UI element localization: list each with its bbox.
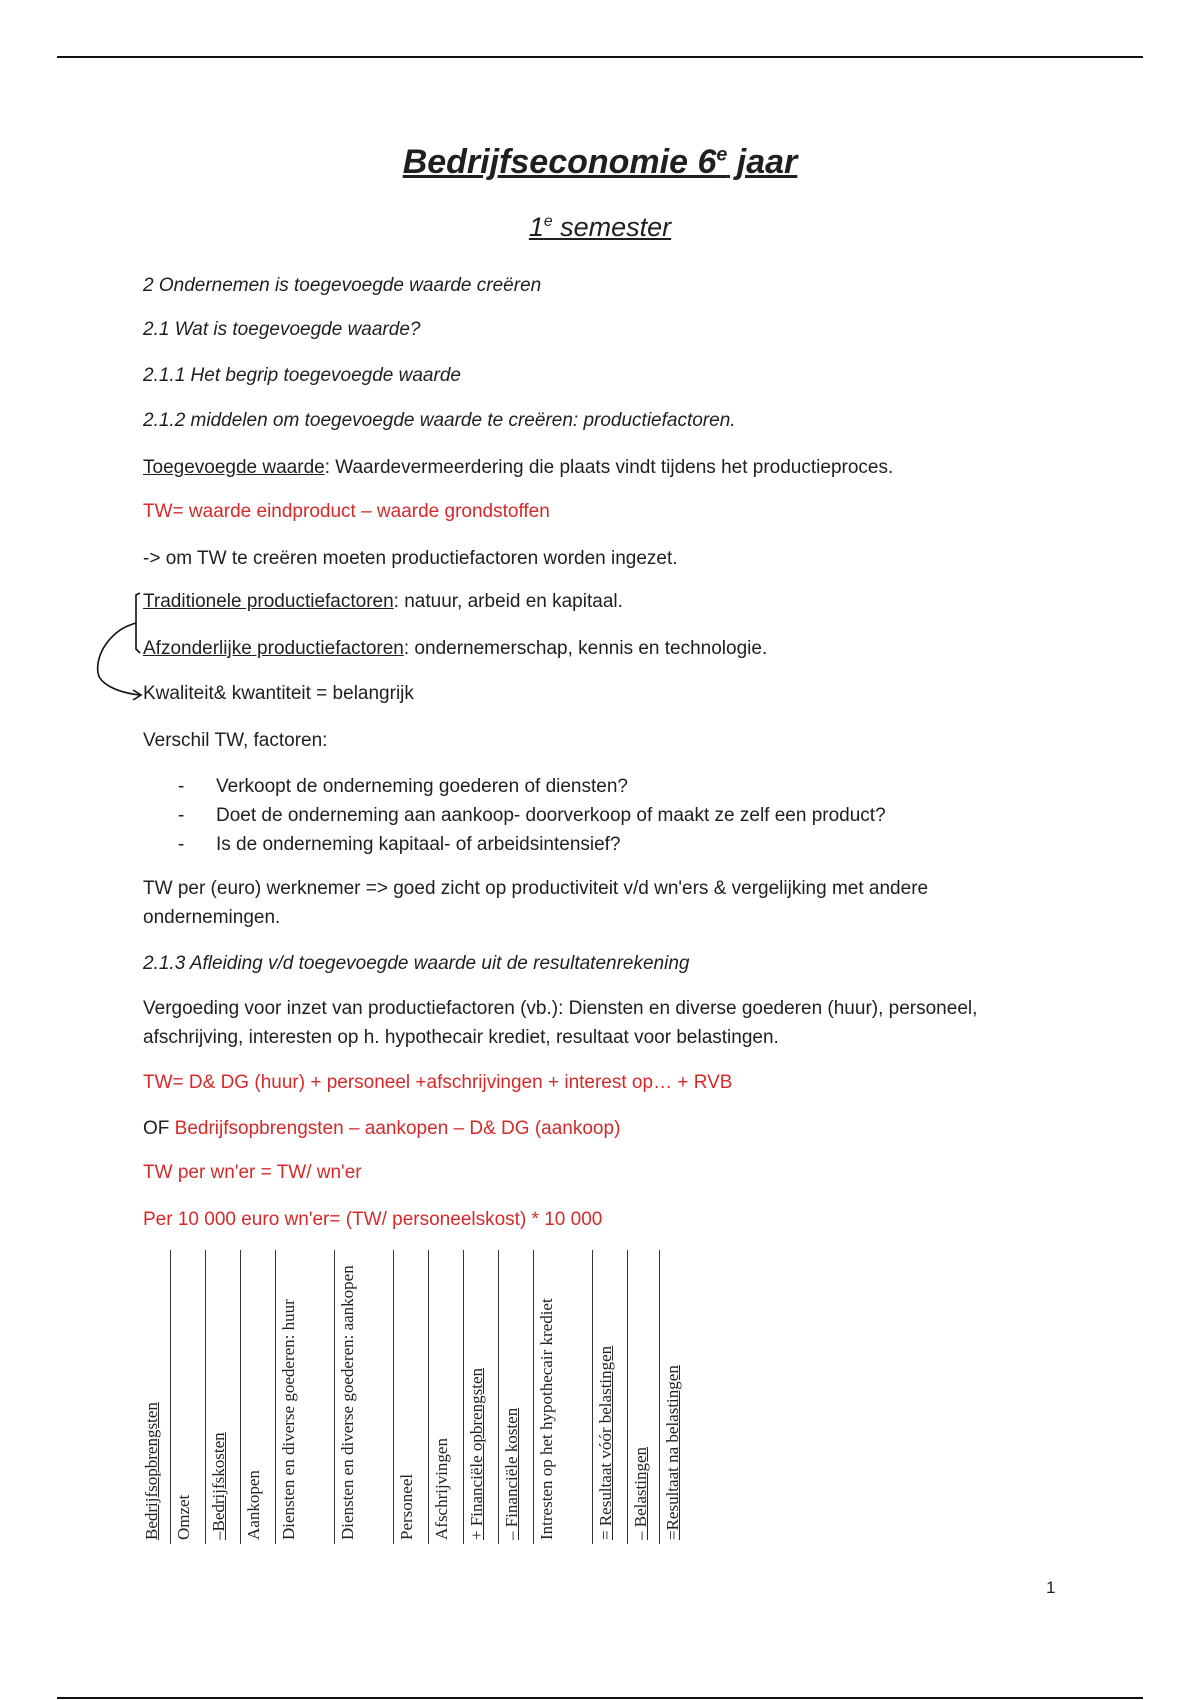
formula-or-line: OF Bedrijfsopbrengsten – aankopen – D& DG (aankoop) — [143, 1118, 621, 1139]
tw-per-werknemer: TW per (euro) werknemer => goed zicht op productiviteit v/d wn'ers & vergelijking met andere ondernemingen. — [143, 878, 929, 928]
definition-toegevoegde-waarde: Toegevoegde waarde: Waardevermeerdering die plaats vindt tijdens het productieproces. — [143, 457, 894, 478]
heading-2-1-1: 2.1.1 Het begrip toegevoegde waarde — [143, 365, 461, 386]
table-column: Personeel — [395, 1250, 429, 1544]
table-column: – Financiële kosten — [500, 1250, 534, 1544]
table-column: Afschrijvingen — [430, 1250, 464, 1544]
page-number: 1 — [1046, 1578, 1056, 1597]
formula-per-10000: Per 10 000 euro wn'er= (TW/ personeelskost) * 10 000 — [143, 1209, 603, 1230]
formula-tw-per-wn: TW per wn'er = TW/ wn'er — [143, 1162, 362, 1183]
table-column: Aankopen — [242, 1250, 276, 1544]
table-column: –Bedrijfskosten — [207, 1250, 241, 1544]
separate-factors: Afzonderlijke productiefactoren: ondernemerschap, kennis en technologie. — [143, 638, 768, 659]
top-rule — [57, 56, 1143, 58]
page-title: Bedrijfseconomie 6e jaar — [402, 143, 798, 181]
bottom-rule — [57, 1697, 1143, 1699]
quality-quantity: Kwaliteit& kwantiteit = belangrijk — [143, 683, 414, 704]
traditional-factors: Traditionele productiefactoren: natuur, arbeid en kapitaal. — [143, 591, 623, 612]
table-column: Bedrijfsopbrengsten — [140, 1250, 171, 1544]
formula-tw: TW= waarde eindproduct – waarde grondstoffen — [143, 501, 550, 522]
table-column: Omzet — [172, 1250, 206, 1544]
table-column: = Resultaat vóór belastingen — [594, 1250, 628, 1544]
table-column: – Belastingen — [629, 1250, 660, 1544]
formula-tw-2: TW= D& DG (huur) + personeel +afschrijvingen + interest op… + RVB — [143, 1072, 733, 1093]
vergoeding-paragraph: Vergoeding voor inzet van productiefactoren (vb.): Diensten en diverse goederen (huur), personeel, afschrijving, interesten op h. hypothecair krediet, resultaat voor belastingen. — [143, 998, 978, 1048]
bracket-arrow-icon — [90, 585, 150, 705]
list-item: - Is de onderneming kapitaal- of arbeidsintensief? — [178, 834, 621, 855]
arrow-note: -> om TW te creëren moeten productiefactoren worden ingezet. — [143, 548, 678, 569]
heading-2: 2 Ondernemen is toegevoegde waarde creëren — [143, 275, 542, 296]
table-column: Diensten en diverse goederen: huur — [277, 1250, 335, 1544]
heading-2-1-3: 2.1.3 Afleiding v/d toegevoegde waarde uit de resultatenrekening — [143, 953, 690, 974]
heading-2-1-2: 2.1.2 middelen om toegevoegde waarde te creëren: productiefactoren. — [143, 410, 736, 431]
page-subtitle: 1e semester — [528, 212, 672, 242]
rotated-results-table — [140, 1250, 692, 1544]
table-column: =Resultaat na belastingen — [663, 1365, 682, 1540]
list-item: - Doet de onderneming aan aankoop- doorverkoop of maakt ze zelf een product? — [178, 805, 886, 826]
table-column: Intresten op het hypothecair krediet — [535, 1250, 593, 1544]
factor-list — [178, 772, 886, 859]
verschil-heading: Verschil TW, factoren: — [143, 730, 328, 751]
heading-2-1: 2.1 Wat is toegevoegde waarde? — [143, 319, 421, 340]
table-column: + Financiële opbrengsten — [465, 1250, 499, 1544]
list-item: - Verkoopt de onderneming goederen of diensten? — [178, 776, 628, 797]
table-column: Diensten en diverse goederen: aankopen — [336, 1250, 394, 1544]
